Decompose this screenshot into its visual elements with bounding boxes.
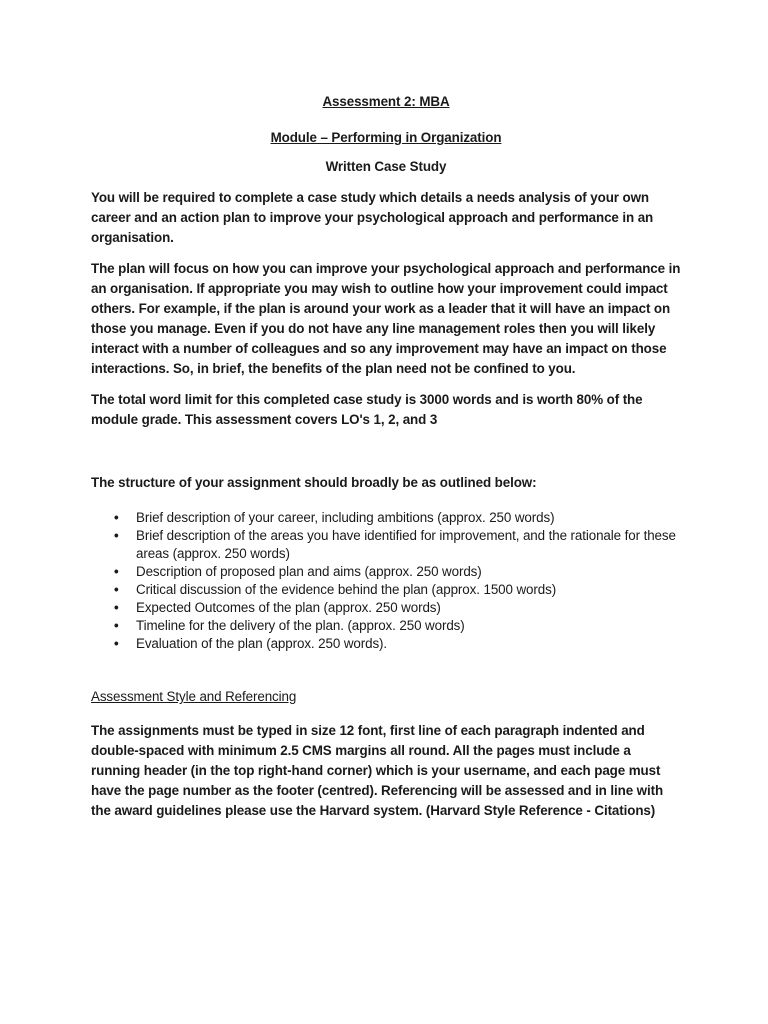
structure-item-text: Critical discussion of the evidence behind the plan (approx. 1500 words) — [136, 582, 557, 597]
word-limit-paragraph: The total word limit for this completed case study is 3000 words and is worth 80% of the module grade. This assessment covers LO's 1, 2, and 3 — [91, 392, 643, 427]
case-study-title: Written Case Study — [325, 159, 447, 174]
structure-item-improvement-areas — [91, 527, 681, 563]
bullet-icon: • — [114, 510, 119, 525]
structure-item-career — [91, 509, 681, 527]
style-section-heading: Assessment Style and Referencing — [91, 689, 297, 704]
structure-item-text: Evaluation of the plan (approx. 250 words). — [136, 636, 388, 651]
structure-item-evaluation — [91, 635, 681, 653]
structure-list — [91, 509, 681, 653]
structure-item-text: Brief description of the areas you have identified for improvement, and the rationale for these areas (approx. 250 words) — [136, 528, 676, 561]
structure-item-text: Timeline for the delivery of the plan. (approx. 250 words) — [136, 618, 465, 633]
structure-item-text: Description of proposed plan and aims (approx. 250 words) — [136, 564, 482, 579]
bullet-icon: • — [114, 528, 119, 543]
structure-item-text: Brief description of your career, including ambitions (approx. 250 words) — [136, 510, 555, 525]
structure-item-expected-outcomes — [91, 599, 681, 617]
style-section-paragraph: The assignments must be typed in size 12 font, first line of each paragraph indented and double-spaced with minimum 2.5 CMS margins all round. All the pages must include a running header (in the top right-hand corner) which is your username, and each page must have the page number as the footer (centred). Referencing will be assessed and in line with the award guidelines please use the Harvard system. (Harvard Style Reference - Citations) — [91, 723, 664, 818]
bullet-icon: • — [114, 636, 119, 651]
bullet-icon: • — [114, 582, 119, 597]
structure-item-proposed-plan — [91, 563, 681, 581]
structure-item-text: Expected Outcomes of the plan (approx. 250 words) — [136, 600, 441, 615]
bullet-icon: • — [114, 618, 119, 633]
structure-item-critical-discussion — [91, 581, 681, 599]
plan-focus-paragraph: The plan will focus on how you can improve your psychological approach and performance in an organisation. If appropriate you may wish to outline how your improvement could impact others. For example, if the plan is around your work as a leader that it will have an impact on those you manage. Even if you do not have any line management roles then you will likely interact with a number of colleagues and so any improvement may have an impact on those interactions. So, in brief, the benefits of the plan need not be confined to you. — [91, 261, 681, 376]
document-body — [91, 92, 681, 821]
intro-paragraph: You will be required to complete a case study which details a needs analysis of your own career and an action plan to improve your psychological approach and performance in an organisation. — [91, 190, 654, 245]
structure-heading: The structure of your assignment should broadly be as outlined below: — [91, 475, 537, 490]
structure-item-timeline — [91, 617, 681, 635]
bullet-icon: • — [114, 600, 119, 615]
bullet-icon: • — [114, 564, 119, 579]
assessment-title: Assessment 2: MBA — [322, 94, 450, 109]
module-title: Module – Performing in Organization — [270, 130, 502, 145]
